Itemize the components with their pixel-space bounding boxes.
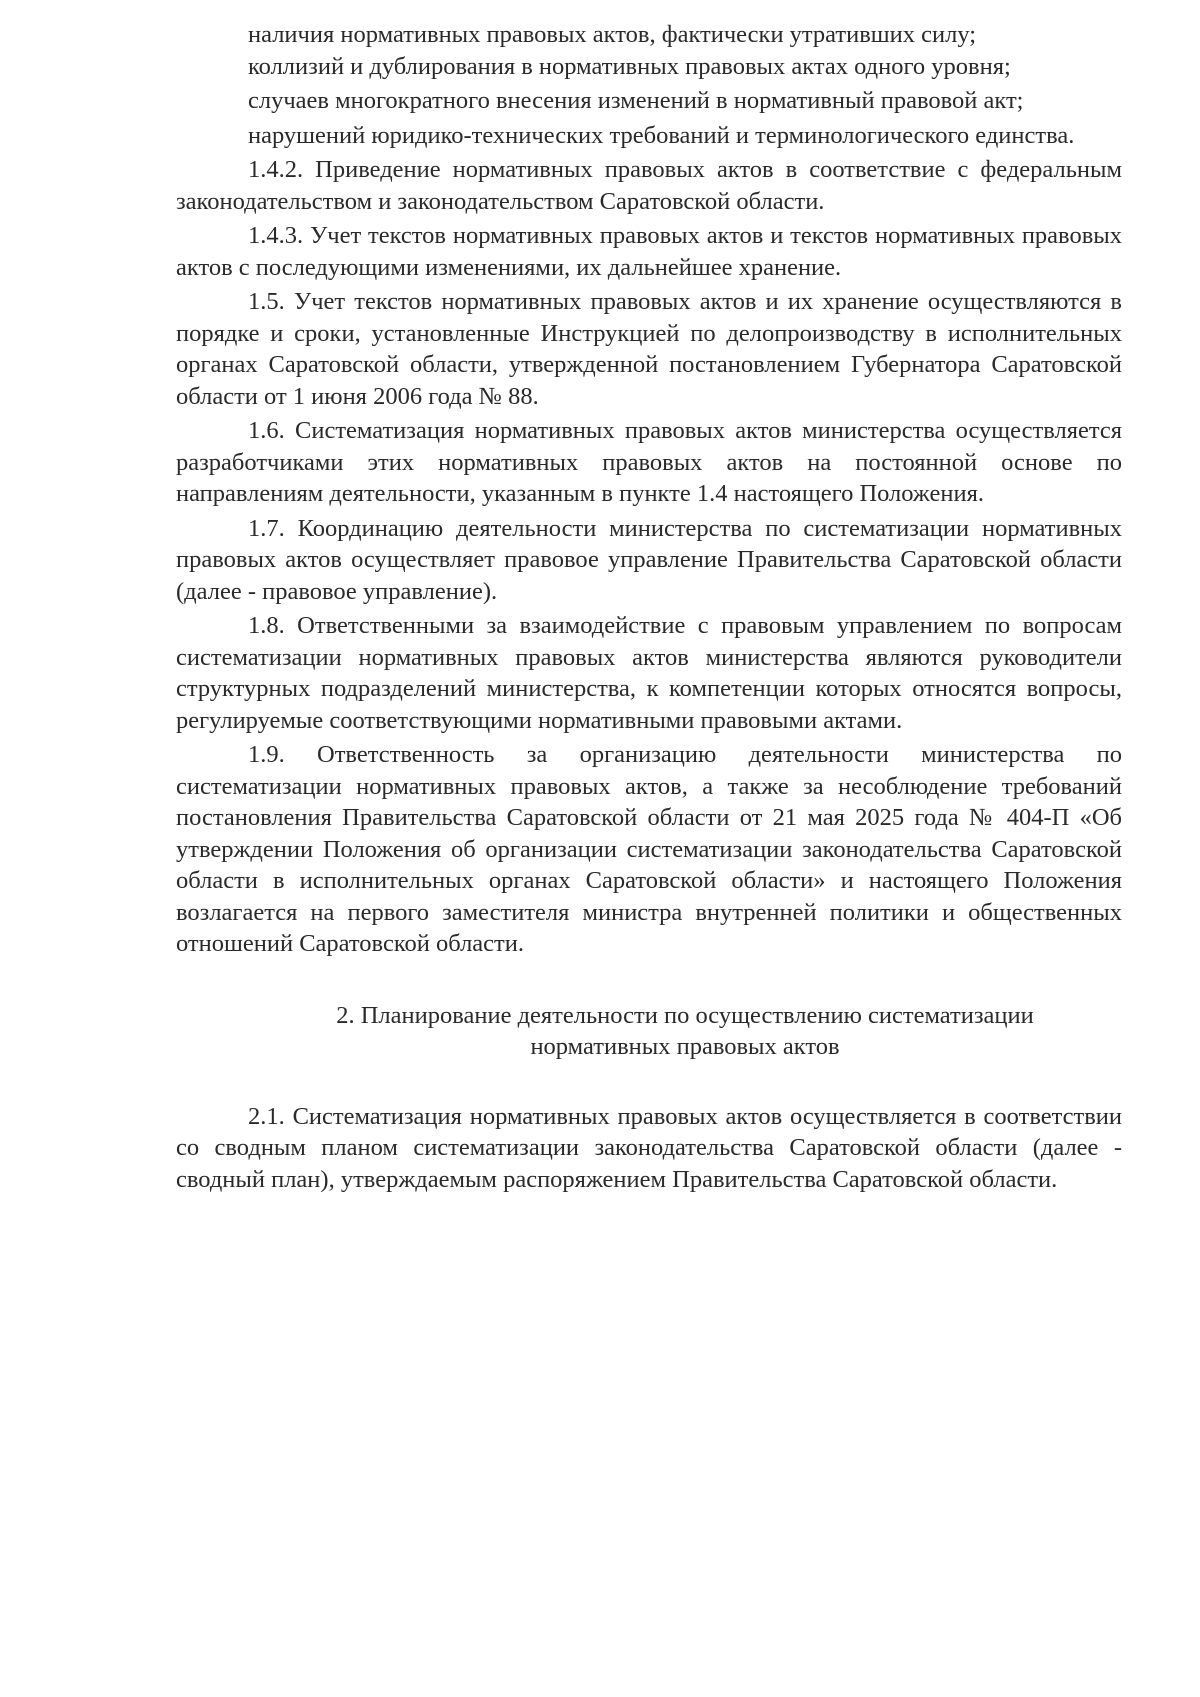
paragraph-1-6: 1.6. Систематизация нормативных правовых актов министерства осуществляется разработчиками этих нормативных правовых актов на постоянной основе по направлениям деятельности, указанным в пункте 1.4 настоящего Положения.	[176, 417, 1122, 507]
list-item-obsolete-acts: наличия нормативных правовых актов, фактически утративших силу;	[248, 21, 977, 48]
paragraph-1-4-2: 1.4.2. Приведение нормативных правовых актов в соответствие с федеральным законодательством и законодательством Саратовской области.	[176, 156, 1122, 215]
document-body	[176, 19, 1122, 1195]
list-item-technical-violations: нарушений юридико-технических требований и терминологического единства.	[248, 121, 1075, 149]
section-2-heading-line-2: нормативных правовых актов	[530, 1033, 840, 1060]
paragraph-1-5: 1.5. Учет текстов нормативных правовых актов и их хранение осуществляются в порядке и сроки, установленные Инструкцией по делопроизводству в исполнительных органах Саратовской области, утвержденной постановлением Губернатора Саратовской области от 1 июня 2006 года № 88.	[176, 288, 1122, 410]
paragraph-1-9: 1.9. Ответственность за организацию деятельности министерства по систематизации нормативных правовых актов, а также за несоблюдение требований постановления Правительства Саратовской области от 21 мая 2025 года № 404-П «Об утверждении Положения об организации систематизации законодательства Саратовской области в исполнительных органах Саратовской области» и настоящего Положения возлагается на первого заместителя министра внутренней политики и общественных отношений Саратовской области.	[176, 741, 1122, 957]
list-item-collisions: коллизий и дублирования в нормативных правовых актах одного уровня;	[248, 52, 1011, 80]
paragraph-1-7: 1.7. Координацию деятельности министерства по систематизации нормативных правовых актов осуществляет правовое управление Правительства Саратовской области (далее - правовое управление).	[176, 514, 1122, 605]
paragraph-2-1: 2.1. Систематизация нормативных правовых актов осуществляется в соответствии со сводным планом систематизации законодательства Саратовской области (далее - сводный план), утверждаемым распоряжением Правительства Саратовской области.	[176, 1102, 1122, 1193]
paragraph-1-8: 1.8. Ответственными за взаимодействие с правовым управлением по вопросам систематизации нормативных правовых актов министерства являются руководители структурных подразделений министерства, к компетенции которых относятся вопросы, регулируемые соответствующими нормативными правовыми актами.	[176, 612, 1122, 734]
section-2-heading-line-1: 2. Планирование деятельности по осуществлению систематизации	[336, 1001, 1034, 1029]
section-2-heading	[176, 1000, 1122, 1063]
paragraph-1-4-3: 1.4.3. Учет текстов нормативных правовых актов и текстов нормативных правовых актов с последующими изменениями, их дальнейшее хранение.	[176, 222, 1122, 281]
list-item-multiple-amendments: случаев многократного внесения изменений в нормативный правовой акт;	[248, 87, 1024, 114]
